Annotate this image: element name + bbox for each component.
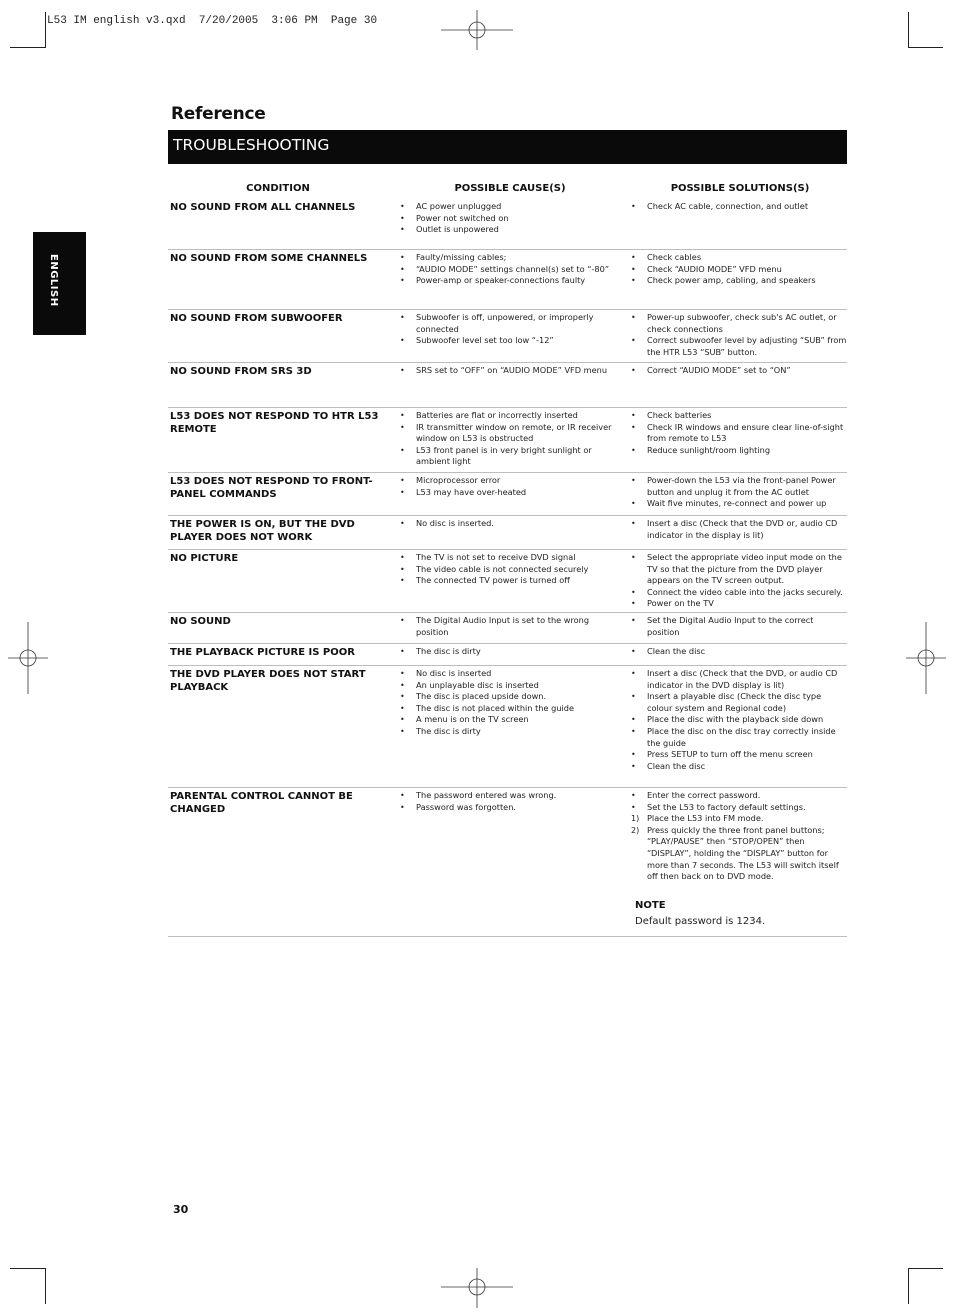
list-item: • The disc is dirty <box>400 646 614 658</box>
crop-mark <box>45 12 46 47</box>
list-item: • Place the disc with the playback side down <box>631 714 847 726</box>
registration-mark-icon <box>441 1268 513 1308</box>
solutions-list <box>631 552 847 610</box>
crop-mark <box>10 47 46 48</box>
table-row <box>168 363 847 408</box>
registration-mark-icon <box>906 622 946 694</box>
causes-list <box>400 668 614 738</box>
solutions-list <box>631 201 847 213</box>
table-row <box>168 516 847 550</box>
list-item: • An unplayable disc is inserted <box>400 680 614 692</box>
list-item: • Check power amp, cabling, and speakers <box>631 275 847 287</box>
solutions-list <box>631 790 847 883</box>
list-item: • The disc is dirty <box>400 726 614 738</box>
list-item: • Enter the correct password. <box>631 790 847 802</box>
list-item: • Insert a playable disc (Check the disc type colour system and Regional code) <box>631 691 847 714</box>
print-slug-line: L53 IM english v3.qxd 7/20/2005 3:06 PM Page 30 <box>47 15 378 27</box>
list-item: • Power-down the L53 via the front-panel Power button and unplug it from the AC outlet <box>631 475 847 498</box>
crop-mark <box>908 47 943 48</box>
causes-list <box>400 252 614 287</box>
list-item: • The connected TV power is turned off <box>400 575 614 587</box>
registration-mark-icon <box>441 10 513 50</box>
condition-cell: THE PLAYBACK PICTURE IS POOR <box>170 647 355 658</box>
list-item: • Clean the disc <box>631 761 847 773</box>
causes-list <box>400 410 614 468</box>
crop-mark <box>908 1268 943 1269</box>
list-item: • Check AC cable, connection, and outlet <box>631 201 847 213</box>
solutions-list <box>631 475 847 510</box>
list-item: • AC power unplugged <box>400 201 614 213</box>
list-item: • L53 front panel is in very bright sunlight or ambient light <box>400 445 614 468</box>
condition-cell: L53 DOES NOT RESPOND TO FRONT-PANEL COMMANDS <box>170 476 373 500</box>
causes-list <box>400 201 614 236</box>
header-solutions: POSSIBLE SOLUTIONS(S) <box>670 183 810 194</box>
crop-mark <box>45 1268 46 1304</box>
list-item: • Check IR windows and ensure clear line-of-sight from remote to L53 <box>631 422 847 445</box>
page-number: 30 <box>173 1203 189 1216</box>
list-item: • SRS set to “OFF” on “AUDIO MODE” VFD menu <box>400 365 614 377</box>
list-item: • Outlet is unpowered <box>400 224 614 236</box>
list-item: • Set the Digital Audio Input to the correct position <box>631 615 847 638</box>
table-row <box>168 310 847 363</box>
numbered-step <box>631 813 847 825</box>
header-condition: CONDITION <box>246 183 310 194</box>
condition-cell: NO PICTURE <box>170 553 239 564</box>
list-item: • Power-up subwoofer, check sub's AC outlet, or check connections <box>631 312 847 335</box>
list-item: • Subwoofer is off, unpowered, or improperly connected <box>400 312 614 335</box>
list-item: • “AUDIO MODE” settings channel(s) set to “-80” <box>400 264 614 276</box>
list-item: • Clean the disc <box>631 646 847 658</box>
condition-cell: THE DVD PLAYER DOES NOT START PLAYBACK <box>170 669 366 693</box>
list-item: • Subwoofer level set too low “-12” <box>400 335 614 347</box>
table-row <box>168 408 847 473</box>
causes-list <box>400 475 614 498</box>
list-item: • Microprocessor error <box>400 475 614 487</box>
causes-list <box>400 646 614 658</box>
table-row <box>168 473 847 516</box>
language-side-tab <box>33 232 86 335</box>
table-row <box>168 644 847 666</box>
header-causes: POSSIBLE CAUSE(S) <box>454 183 566 194</box>
table-row <box>168 250 847 310</box>
page-banner <box>168 130 847 164</box>
condition-cell: L53 DOES NOT RESPOND TO HTR L53 REMOTE <box>170 411 379 435</box>
section-title: Reference <box>171 104 266 124</box>
list-item: • Check batteries <box>631 410 847 422</box>
list-item: • Power-amp or speaker-connections faulty <box>400 275 614 287</box>
list-item: • Place the disc on the disc tray correctly inside the guide <box>631 726 847 749</box>
crop-mark <box>908 1268 909 1304</box>
list-item: • The Digital Audio Input is set to the wrong position <box>400 615 614 638</box>
table-row <box>168 550 847 613</box>
list-item: • Correct subwoofer level by adjusting “SUB” from the HTR L53 “SUB” button. <box>631 335 847 358</box>
causes-list <box>400 790 614 813</box>
note-title: NOTE <box>635 900 666 911</box>
list-item: • Insert a disc (Check that the DVD, or audio CD indicator in the DVD display is lit) <box>631 668 847 691</box>
list-item: • Connect the video cable into the jacks securely. <box>631 587 847 599</box>
table-row <box>168 613 847 644</box>
crop-mark <box>908 12 909 47</box>
solutions-list <box>631 312 847 358</box>
crop-mark <box>10 1268 46 1269</box>
list-item: • Power not switched on <box>400 213 614 225</box>
causes-list <box>400 312 614 347</box>
list-item: • The TV is not set to receive DVD signal <box>400 552 614 564</box>
table-row <box>168 788 847 937</box>
numbered-step <box>631 825 847 883</box>
condition-cell: THE POWER IS ON, BUT THE DVD PLAYER DOES NOT WORK <box>170 519 355 543</box>
condition-cell: NO SOUND FROM SOME CHANNELS <box>170 253 368 264</box>
list-item: • Check cables <box>631 252 847 264</box>
list-item: • Set the L53 to factory default settings. <box>631 802 847 814</box>
list-item: • Batteries are flat or incorrectly inserted <box>400 410 614 422</box>
list-item: • The disc is not placed within the guide <box>400 703 614 715</box>
step-text: Place the L53 into FM mode. <box>647 813 764 824</box>
solutions-list <box>631 410 847 456</box>
causes-list <box>400 365 614 377</box>
list-item: • Press SETUP to turn off the menu screen <box>631 749 847 761</box>
list-item: • Faulty/missing cables; <box>400 252 614 264</box>
list-item: • Select the appropriate video input mode on the TV so that the picture from the DVD player appears on the TV screen output. <box>631 552 847 587</box>
solutions-list <box>631 646 847 658</box>
list-item: • No disc is inserted. <box>400 518 614 530</box>
solutions-list <box>631 615 847 638</box>
solutions-list <box>631 518 847 541</box>
step-text: Press quickly the three front panel buttons; “PLAY/PAUSE” then “STOP/OPEN” then “DISPLAY”, holding the “DISPLAY” button for more than 7 seconds. The L53 will switch itself off then back on to DVD mode. <box>647 824 839 882</box>
list-item: • Correct “AUDIO MODE” set to “ON” <box>631 365 847 377</box>
condition-cell: NO SOUND FROM SRS 3D <box>170 366 312 377</box>
list-item: • No disc is inserted <box>400 668 614 680</box>
list-item: • The password entered was wrong. <box>400 790 614 802</box>
list-item: • Insert a disc (Check that the DVD or, audio CD indicator in the display is lit) <box>631 518 847 541</box>
condition-cell: NO SOUND <box>170 616 231 627</box>
list-item: • The disc is placed upside down. <box>400 691 614 703</box>
note-text: Default password is 1234. <box>635 916 766 927</box>
table-row <box>168 666 847 788</box>
page-title: TROUBLESHOOTING <box>173 136 330 154</box>
condition-cell: PARENTAL CONTROL CANNOT BE CHANGED <box>170 791 353 815</box>
registration-mark-icon <box>8 622 48 694</box>
list-item: • The video cable is not connected securely <box>400 564 614 576</box>
table-row <box>168 199 847 250</box>
list-item: • IR transmitter window on remote, or IR receiver window on L53 is obstructed <box>400 422 614 445</box>
list-item: • Check “AUDIO MODE” VFD menu <box>631 264 847 276</box>
causes-list <box>400 552 614 587</box>
list-item: • Password was forgotten. <box>400 802 614 814</box>
condition-cell: NO SOUND FROM SUBWOOFER <box>170 313 343 324</box>
solutions-list <box>631 668 847 772</box>
causes-list <box>400 518 614 530</box>
solutions-list <box>631 252 847 287</box>
list-item: • A menu is on the TV screen <box>400 714 614 726</box>
language-label: ENGLISH <box>48 254 59 307</box>
list-item: • L53 may have over-heated <box>400 487 614 499</box>
list-item: • Power on the TV <box>631 598 847 610</box>
solutions-list <box>631 365 847 377</box>
condition-cell: NO SOUND FROM ALL CHANNELS <box>170 202 356 213</box>
causes-list <box>400 615 614 638</box>
list-item: • Reduce sunlight/room lighting <box>631 445 847 457</box>
list-item: • Wait five minutes, re-connect and power up <box>631 498 847 510</box>
